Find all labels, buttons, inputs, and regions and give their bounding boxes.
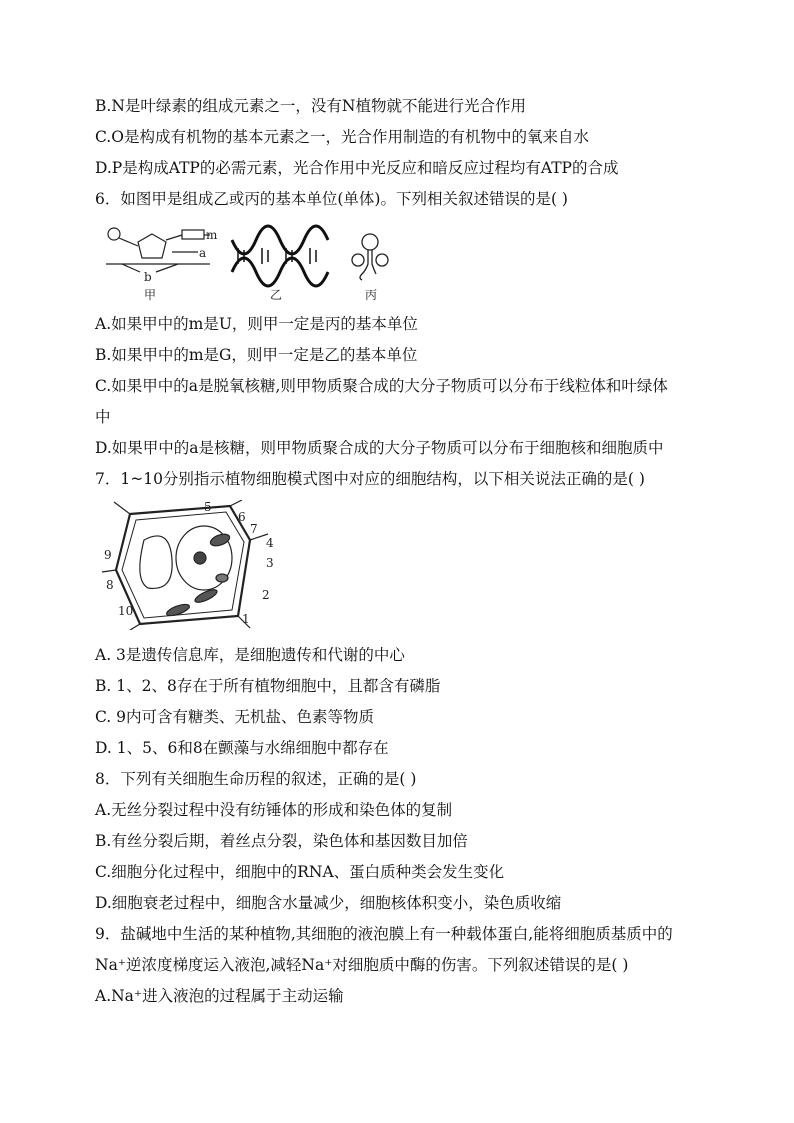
q9-stem-line2: Na⁺逆浓度梯度运入液泡,减轻Na⁺对细胞质中酶的伤害。下列叙述错误的是( ) (95, 956, 629, 974)
q7-option-d: D. 1、5、6和8在颤藻与水绵细胞中都存在 (95, 739, 389, 757)
q6-figure (100, 220, 390, 302)
q7-figure (100, 500, 274, 630)
q5-option-c: C.O是构成有机物的基本元素之一，光合作用制造的有机物中的氧来自水 (95, 128, 589, 146)
q6-option-b: B.如果甲中的m是G，则甲一定是乙的基本单位 (95, 346, 418, 364)
label-7: 7 (250, 522, 258, 536)
label-6: 6 (238, 510, 246, 524)
q8-option-d: D.细胞衰老过程中，细胞含水量减少，细胞核体积变小，染色质收缩 (95, 894, 562, 912)
label-jia: 甲 (144, 288, 157, 302)
label-yi: 乙 (270, 288, 283, 302)
label-b: b (144, 270, 152, 284)
q8-option-b: B.有丝分裂后期，着丝点分裂，染色体和基因数目加倍 (95, 832, 468, 850)
q8-stem: 8．下列有关细胞生命历程的叙述，正确的是( ) (95, 770, 417, 788)
label-8: 8 (106, 578, 114, 592)
q7-option-b: B. 1、2、8存在于所有植物细胞中，且都含有磷脂 (95, 677, 441, 695)
label-4: 4 (266, 536, 274, 550)
dna-double-helix-icon (232, 226, 328, 286)
q7-option-a: A. 3是遗传信息库，是细胞遗传和代谢的中心 (95, 646, 405, 664)
label-5: 5 (204, 500, 212, 514)
q7-option-c: C. 9内可含有糖类、无机盐、色素等物质 (95, 708, 375, 726)
label-bing: 丙 (365, 288, 378, 302)
label-a: a (199, 246, 207, 260)
q7-stem: 7．1~10分别指示植物细胞模式图中对应的细胞结构，以下相关说法正确的是( ) (95, 470, 645, 488)
nucleotide-diagram (106, 228, 210, 272)
q9-stem-line1: 9．盐碱地中生活的某种植物,其细胞的液泡膜上有一种载体蛋白,能将细胞质基质中的 (95, 925, 673, 943)
q9-option-a: A.Na⁺进入液泡的过程属于主动运输 (95, 987, 344, 1005)
q8-option-c: C.细胞分化过程中，细胞中的RNA、蛋白质种类会发生变化 (95, 863, 505, 881)
q6-option-d: D.如果甲中的a是核糖，则甲物质聚合成的大分子物质可以分布于细胞核和细胞质中 (95, 439, 664, 457)
q6-option-c: C.如果甲中的a是脱氧核糖,则甲物质聚合成的大分子物质可以分布于线粒体和叶绿体 (95, 377, 668, 395)
label-2: 2 (262, 588, 270, 602)
label-m: m (206, 228, 218, 242)
q5-option-d: D.P是构成ATP的必需元素，光合作用中光反应和暗反应过程均有ATP的合成 (95, 159, 619, 177)
q6-option-a: A.如果甲中的m是U，则甲一定是丙的基本单位 (95, 315, 418, 333)
label-10: 10 (118, 604, 134, 618)
trna-cloverleaf-icon (352, 234, 388, 280)
q6-stem: 6．如图甲是组成乙或丙的基本单位(单体)。下列相关叙述错误的是( ) (95, 190, 568, 208)
q5-option-b: B.N是叶绿素的组成元素之一，没有N植物就不能进行光合作用 (95, 97, 526, 115)
q8-option-a: A.无丝分裂过程中没有纺锤体的形成和染色体的复制 (95, 801, 453, 819)
q6-option-c-wrap: 中 (95, 408, 111, 426)
label-3: 3 (266, 556, 274, 570)
label-9: 9 (104, 548, 112, 562)
label-1: 1 (242, 612, 250, 626)
